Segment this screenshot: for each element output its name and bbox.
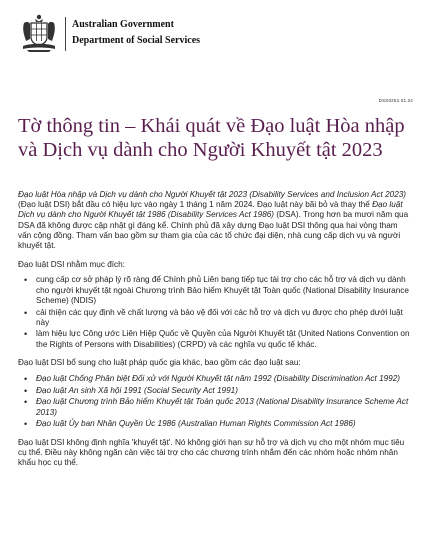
purpose-list: [18, 275, 410, 349]
department-name: Department of Social Services: [72, 35, 201, 46]
government-header: [18, 13, 268, 53]
government-name: Australian Government: [72, 19, 174, 30]
document-code: DSS0252.01.24: [378, 98, 413, 103]
laws-list: [18, 374, 410, 430]
intro-act-name: Đạo luật Hòa nhập và Dịch vụ dành cho Người Khuyết tật 2023 (Disability Services and Inclusion Act 2023): [18, 190, 407, 199]
purpose-heading: Đạo luật DSI nhằm mục đích:: [18, 259, 125, 269]
intro-replaced-act-name: Đạo luật Dịch vụ dành cho Người Khuyết tật 1986 (Disability Services Act 1986): [18, 200, 403, 220]
list-item: • cải thiện các quy định về chất lượng và bảo vệ đối với các hỗ trợ và dịch vụ được cho phép dưới luật này: [36, 308, 410, 328]
intro-text-1: (Đạo luật DSI) bắt đầu có hiệu lực vào ngày 1 tháng 1 năm 2024. Đạo luật này bãi bỏ và thay thế: [18, 200, 373, 210]
intro-text-2: (DSA). Trong hơn ba mươi năm qua DSA đã không được cập nhật gì đáng kể. Chính phủ đã xây dựng Đạo luật DSI thông qua hai vòng tham vấn cộng đồng. Tham vấn bao gồm sự tham gia của các tổ chức đại diện, nhà cung cấp dịch vụ và người khuyết tật.: [18, 210, 409, 251]
list-item: • Đạo luật An sinh Xã hội 1991 (Social Security Act 1991): [36, 386, 410, 396]
complement-heading: Đạo luật DSI bổ sung cho luật pháp quốc gia khác, bao gồm các đạo luật sau:: [18, 358, 301, 368]
list-item: • làm hiệu lực Công ước Liên Hiệp Quốc về Quyền của Người Khuyết tật (United Nations Convention on the Rights of Persons with Disabilities) (CRPD) và các nghĩa vụ quốc tế khác.: [36, 329, 410, 349]
closing-paragraph: Đạo luật DSI không định nghĩa 'khuyết tật'. Nó không giới hạn sự hỗ trợ và dịch vụ cho một nhóm mục tiêu cụ thể. Điều này không ngăn cản việc tài trợ cho các chương trình nhắm đến các nhóm hoặc nhóm nhân khẩu học cụ thể.: [18, 438, 405, 468]
intro-paragraph: [18, 190, 410, 251]
list-item: • cung cấp cơ sở pháp lý rõ ràng để Chính phủ Liên bang tiếp tục tài trợ cho các hỗ trợ và dịch vụ dành cho người khuyết tật ngoài Chương trình Bảo hiểm Khuyết tật Toàn quốc (National Disability Insurance Scheme) (NDIS): [36, 275, 410, 306]
list-item: • Đạo luật Chương trình Bảo hiểm Khuyết tật Toàn quốc 2013 (National Disability Insurance Scheme Act 2013): [36, 397, 410, 417]
page-title: Tờ thông tin – Khái quát về Đạo luật Hòa nhập và Dịch vụ dành cho Người Khuyết tật 2023: [18, 115, 405, 161]
coat-of-arms-logo: [18, 13, 60, 53]
document-body: [18, 190, 410, 477]
header-divider: [65, 17, 66, 51]
list-item: • Đạo luật Ủy ban Nhân Quyền Úc 1986 (Australian Human Rights Commission Act 1986): [36, 419, 410, 429]
list-item: • Đạo luật Chống Phân biệt Đối xử với Người Khuyết tật năm 1992 (Disability Discrimination Act 1992): [36, 374, 410, 384]
